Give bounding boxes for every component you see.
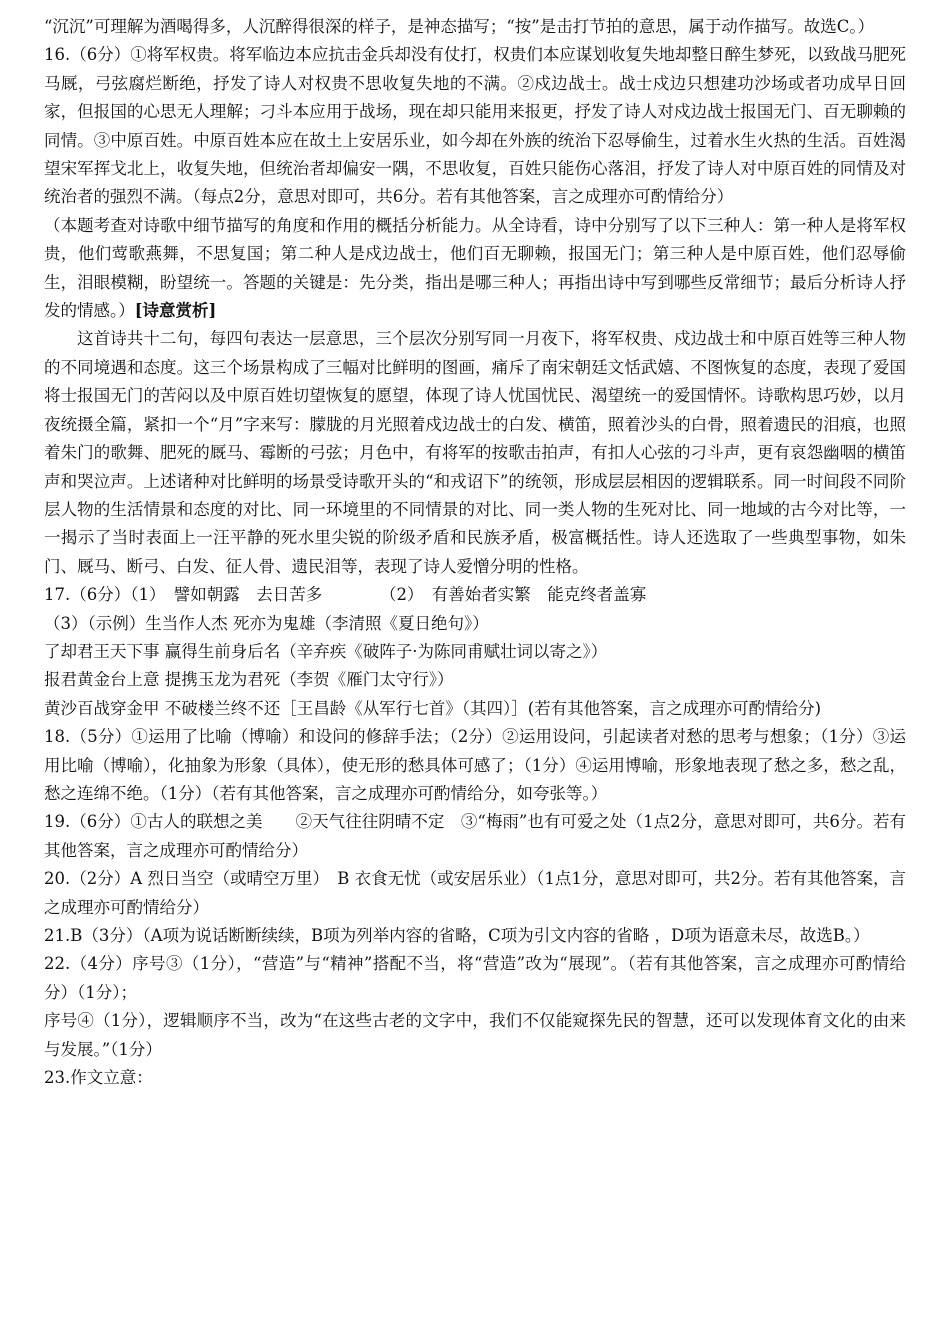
q22-answer: 22.（4分）序号③（1分），“营造”与“精神”搭配不当，将“营造”改为“展现”。（若有其他答案，言之成理亦可酌情给分）（1分）； bbox=[44, 954, 906, 1002]
q17-example-2: 了却君王天下事 赢得生前身后名（辛弃疾《破阵子·为陈同甫赋壮词以寄之》） bbox=[44, 641, 608, 661]
poem-appreciation-tag: [诗意赏析] bbox=[134, 301, 217, 321]
q17-example-1: （3）（示例）生当作人杰 死亦为鬼雄（李清照《夏日绝句》） bbox=[44, 613, 489, 633]
q17-example-4: 黄沙百战穿金甲 不破楼兰终不还［王昌龄《从军行七首》（其四）］(若有其他答案，言之成理亦可酌情给分) bbox=[44, 698, 822, 718]
poem-appreciation: 这首诗共十二句，每四句表达一层意思，三个层次分别写同一月夜下，将军权贵、戍边战士和中原百姓等三种人物的不同境遇和态度。这三个场景构成了三幅对比鲜明的图画，痛斥了南宋朝廷文恬武嬉、不图恢复的态度，表现了爱国将士报国无门的苦闷以及中原百姓切望恢复的愿望，体现了诗人忧国忧民、渴望统一的爱国情怀。诗歌构思巧妙，以月夜统摄全篇，紧扣一个“月”字来写：朦胧的月光照着戍边战士的白发、横笛，照着沙头的白骨，照着遗民的泪痕，也照着朱门的歌舞、肥死的厩马、霉断的弓弦；月色中，有将军的按歌击拍声，有扣人心弦的刁斗声，更有哀怨幽咽的横笛声和哭泣声。上述诸种对比鲜明的场景受诗歌开头的“和戎诏下”的统领，形成层层相因的逻辑联系。同一时间段不同阶层人物的生活情景和态度的对比、同一环境里的不同情景的对比、同一类人物的生死对比、同一地域的古今对比等，一一揭示了当时表面上一汪平静的死水里尖锐的阶级矛盾和民族矛盾，极富概括性。诗人还选取了一些典型事物，如朱门、厩马、断弓、白发、征人骨、遗民泪等，表现了诗人爱憎分明的性格。 bbox=[44, 329, 906, 576]
q16-note bbox=[44, 212, 906, 326]
q16-note-text: （本题考查对诗歌中细节描写的角度和作用的概括分析能力。从全诗看，诗中分别写了以下三种人：第一种人是将军权贵，他们莺歌燕舞，不思复国；第二种人是戍边战士，他们百无聊赖，报国无门；第三种人是中原百姓，他们忍辱偷生，泪眼模糊，盼望统一。答题的关键是：先分类，指出是哪三种人；再指出诗中写到哪些反常细节；最后分析诗人抒发的情感。） bbox=[44, 215, 906, 321]
q22-answer-2: 序号④（1分），逻辑顺序不当，改为“在这些古老的文字中，我们不仅能窥探先民的智慧，还可以发现体育文化的由来与发展。”（1分） bbox=[44, 1011, 906, 1059]
q15-tail: “沉沉”可理解为酒喝得多，人沉醉得很深的样子，是神态描写；“按”是击打节拍的意思，属于动作描写。故选C。） bbox=[44, 17, 875, 36]
q16-answer: 16.（6分）①将军权贵。将军临边本应抗击金兵却没有仗打，权贵们本应谋划收复失地却整日醉生梦死，以致战马肥死马厩，弓弦腐烂断绝，抒发了诗人对权贵不思收复失地的不满。②戍边战士。战士戍边只想建功沙场或者功成早日回家，但报国的心思无人理解；刁斗本应用于战场，现在却只能用来报更，抒发了诗人对戍边战士报国无门、百无聊赖的同情。③中原百姓。中原百姓本应在故土上安居乐业，如今却在外族的统治下忍辱偷生，过着水生火热的生活。百姓渴望宋军挥戈北上，收复失地，但统治者却偏安一隅，不思收复，百姓只能伤心落泪，抒发了诗人对中原百姓的同情及对统治者的强烈不满。（每点2分，意思对即可，共6分。若有其他答案，言之成理亦可酌情给分） bbox=[44, 45, 906, 207]
q17-answer: 17.（6分）（1） 譬如朝露 去日苦多 （2） 有善始者实繁 能克终者盖寡 bbox=[44, 585, 647, 605]
q23-heading: 23.作文立意： bbox=[44, 1068, 153, 1088]
q18-answer: 18.（5分）①运用了比喻（博喻）和设问的修辞手法；（2分）②运用设问，引起读者对愁的思考与想象；（1分）③运用比喻（博喻），化抽象为形象（具体），使无形的愁具体可感了；（1分）④运用博喻，形象地表现了愁之多，愁之乱，愁之连绵不绝。（1分）（若有其他答案，言之成理亦可酌情给分，如夸张等。） bbox=[44, 727, 906, 803]
q19-answer: 19.（6分）①古人的联想之美 ②天气往往阴晴不定 ③“梅雨”也有可爱之处（1点2分，意思对即可，共6分。若有其他答案，言之成理亦可酌情给分） bbox=[44, 812, 906, 860]
q21-answer: 21.B（3分）（A项为说话断断续续，B项为列举内容的省略，C项为引文内容的省略 ，D项为语意未尽，故选B。） bbox=[44, 926, 870, 945]
q17-example-3: 报君黄金台上意 提携玉龙为君死（李贺《雁门太守行》） bbox=[44, 670, 454, 690]
q20-answer: 20.（2分）A 烈日当空（或晴空万里） B 衣食无忧（或安居乐业）（1点1分，意思对即可，共2分。若有其他答案，言之成理亦可酌情给分） bbox=[44, 869, 906, 917]
